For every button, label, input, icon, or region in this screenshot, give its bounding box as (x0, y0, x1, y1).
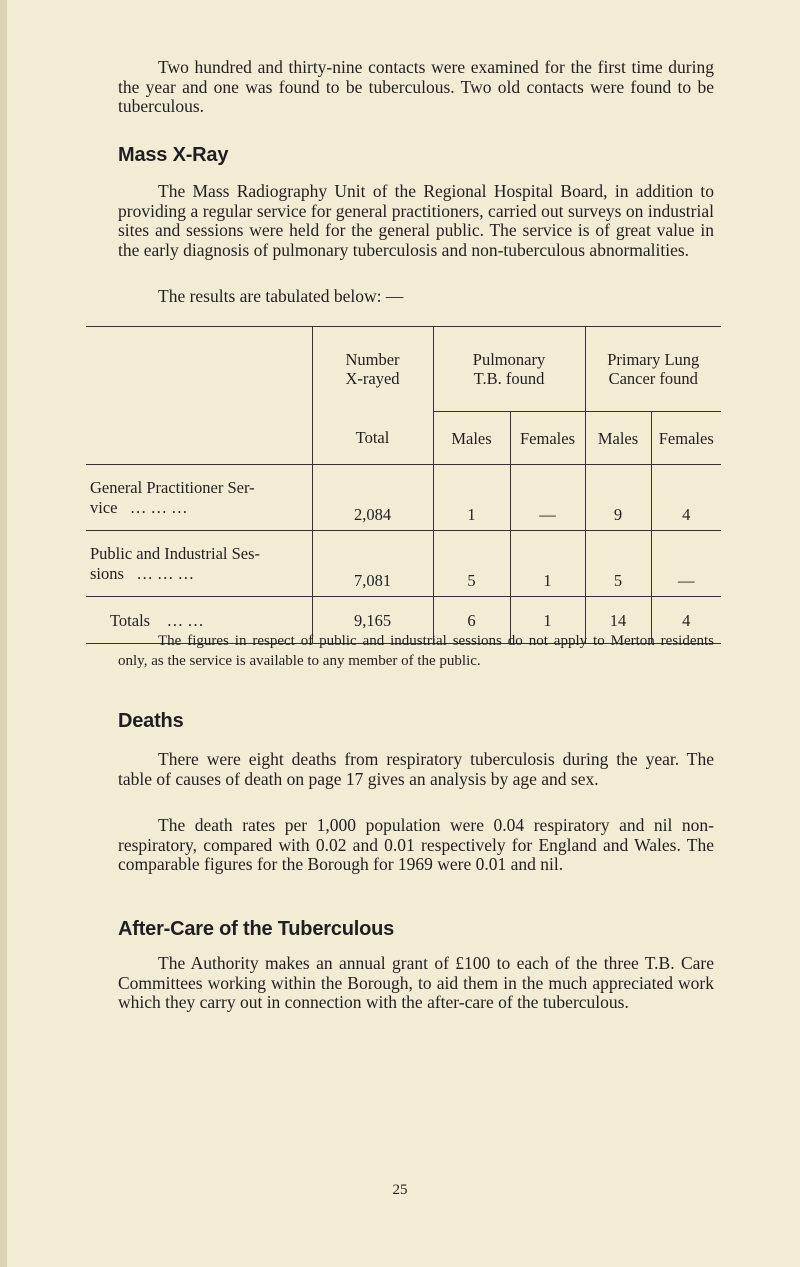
header-pulmonary-tb: Pulmonary T.B. found (433, 327, 585, 412)
subheader-lc-males: Males (585, 412, 651, 465)
cell-lc-males: 9 (585, 465, 651, 531)
header-primary-lung-cancer: Primary Lung Cancer found (585, 327, 721, 412)
table-row (86, 531, 721, 597)
subheader-tb-females: Females (510, 412, 585, 465)
cell-lc-males: 5 (585, 531, 651, 597)
aftercare-heading: After-Care of the Tuberculous (118, 918, 395, 940)
aftercare-paragraph: The Authority makes an annual grant of £100 to each of the three T.B. Care Committees working within the Borough, to aid them in the much appreciated work which they carry out in connection with the after-care of the tuberculous. (118, 953, 714, 1012)
results-lead-text: The results are tabulated below: — (158, 286, 404, 306)
mass-xray-heading: Mass X-Ray (118, 144, 229, 166)
cell-tb-males: 6 (433, 597, 510, 644)
table-header-row (86, 327, 721, 412)
cell-lc-females: 4 (651, 465, 721, 531)
mass-xray-section (118, 144, 714, 167)
subheader-lc-females: Females (651, 412, 721, 465)
table-row (86, 465, 721, 531)
empty-corner-cell (86, 327, 312, 412)
intro-paragraph: Two hundred and thirty-nine contacts were examined for the first time during the year and one was found to be tuberculous. Two old contacts were found to be tuberculous. (118, 57, 714, 116)
cell-total: 7,081 (312, 531, 433, 597)
deaths-heading: Deaths (118, 710, 184, 732)
mass-xray-body (118, 182, 714, 260)
row-label-totals: Totals … … (86, 597, 312, 644)
deaths-section (118, 710, 714, 733)
cell-total: 9,165 (312, 597, 433, 644)
cell-lc-males: 14 (585, 597, 651, 644)
aftercare-section (118, 918, 714, 941)
deaths-paragraph-2: The death rates per 1,000 population were 0.04 respiratory and nil non-respiratory, compared with 0.02 and 0.01 respectively for England and Wales. The comparable figures for the Borough for 1969 were 0.01 and nil. (118, 815, 714, 874)
row-label-gp-service: General Practitioner Ser- vice … … … (86, 465, 312, 531)
deaths-body (118, 750, 714, 789)
cell-tb-females: — (510, 465, 585, 531)
row-label-public-industrial: Public and Industrial Ses- sions … … … (86, 531, 312, 597)
page-edge-shadow (0, 0, 7, 1267)
empty-corner-cell-2 (86, 412, 312, 465)
deaths-paragraph-1: There were eight deaths from respiratory tuberculosis during the year. The table of causes of death on page 17 gives an analysis by age and sex. (118, 749, 714, 789)
subheader-total: Total (312, 412, 433, 465)
table-footnote: The figures in respect of public and industrial sessions do not apply to Merton residents only, as the service is available to any member of the public. (118, 633, 714, 669)
cell-tb-females: 1 (510, 597, 585, 644)
page-number: 25 (392, 1182, 408, 1198)
cell-tb-males: 5 (433, 531, 510, 597)
cell-lc-females: 4 (651, 597, 721, 644)
header-number-xrayed: Number X-rayed (312, 327, 433, 412)
cell-lc-females: — (651, 531, 721, 597)
deaths-body-2 (118, 816, 714, 875)
intro-section (118, 58, 714, 117)
mass-xray-results-table (86, 326, 721, 644)
mass-xray-paragraph: The Mass Radiography Unit of the Regional Hospital Board, in addition to providing a regular service for general practitioners, carried out surveys on industrial sites and sessions were held for the general public. The service is of great value in the early diagnosis of pulmonary tuberculosis and non-tuberculous abnormalities. (118, 181, 714, 260)
mass-xray-lead (118, 287, 714, 307)
cell-total: 2,084 (312, 465, 433, 531)
aftercare-body (118, 954, 714, 1013)
table-subheader-row (86, 412, 721, 465)
subheader-tb-males: Males (433, 412, 510, 465)
cell-tb-males: 1 (433, 465, 510, 531)
cell-tb-females: 1 (510, 531, 585, 597)
